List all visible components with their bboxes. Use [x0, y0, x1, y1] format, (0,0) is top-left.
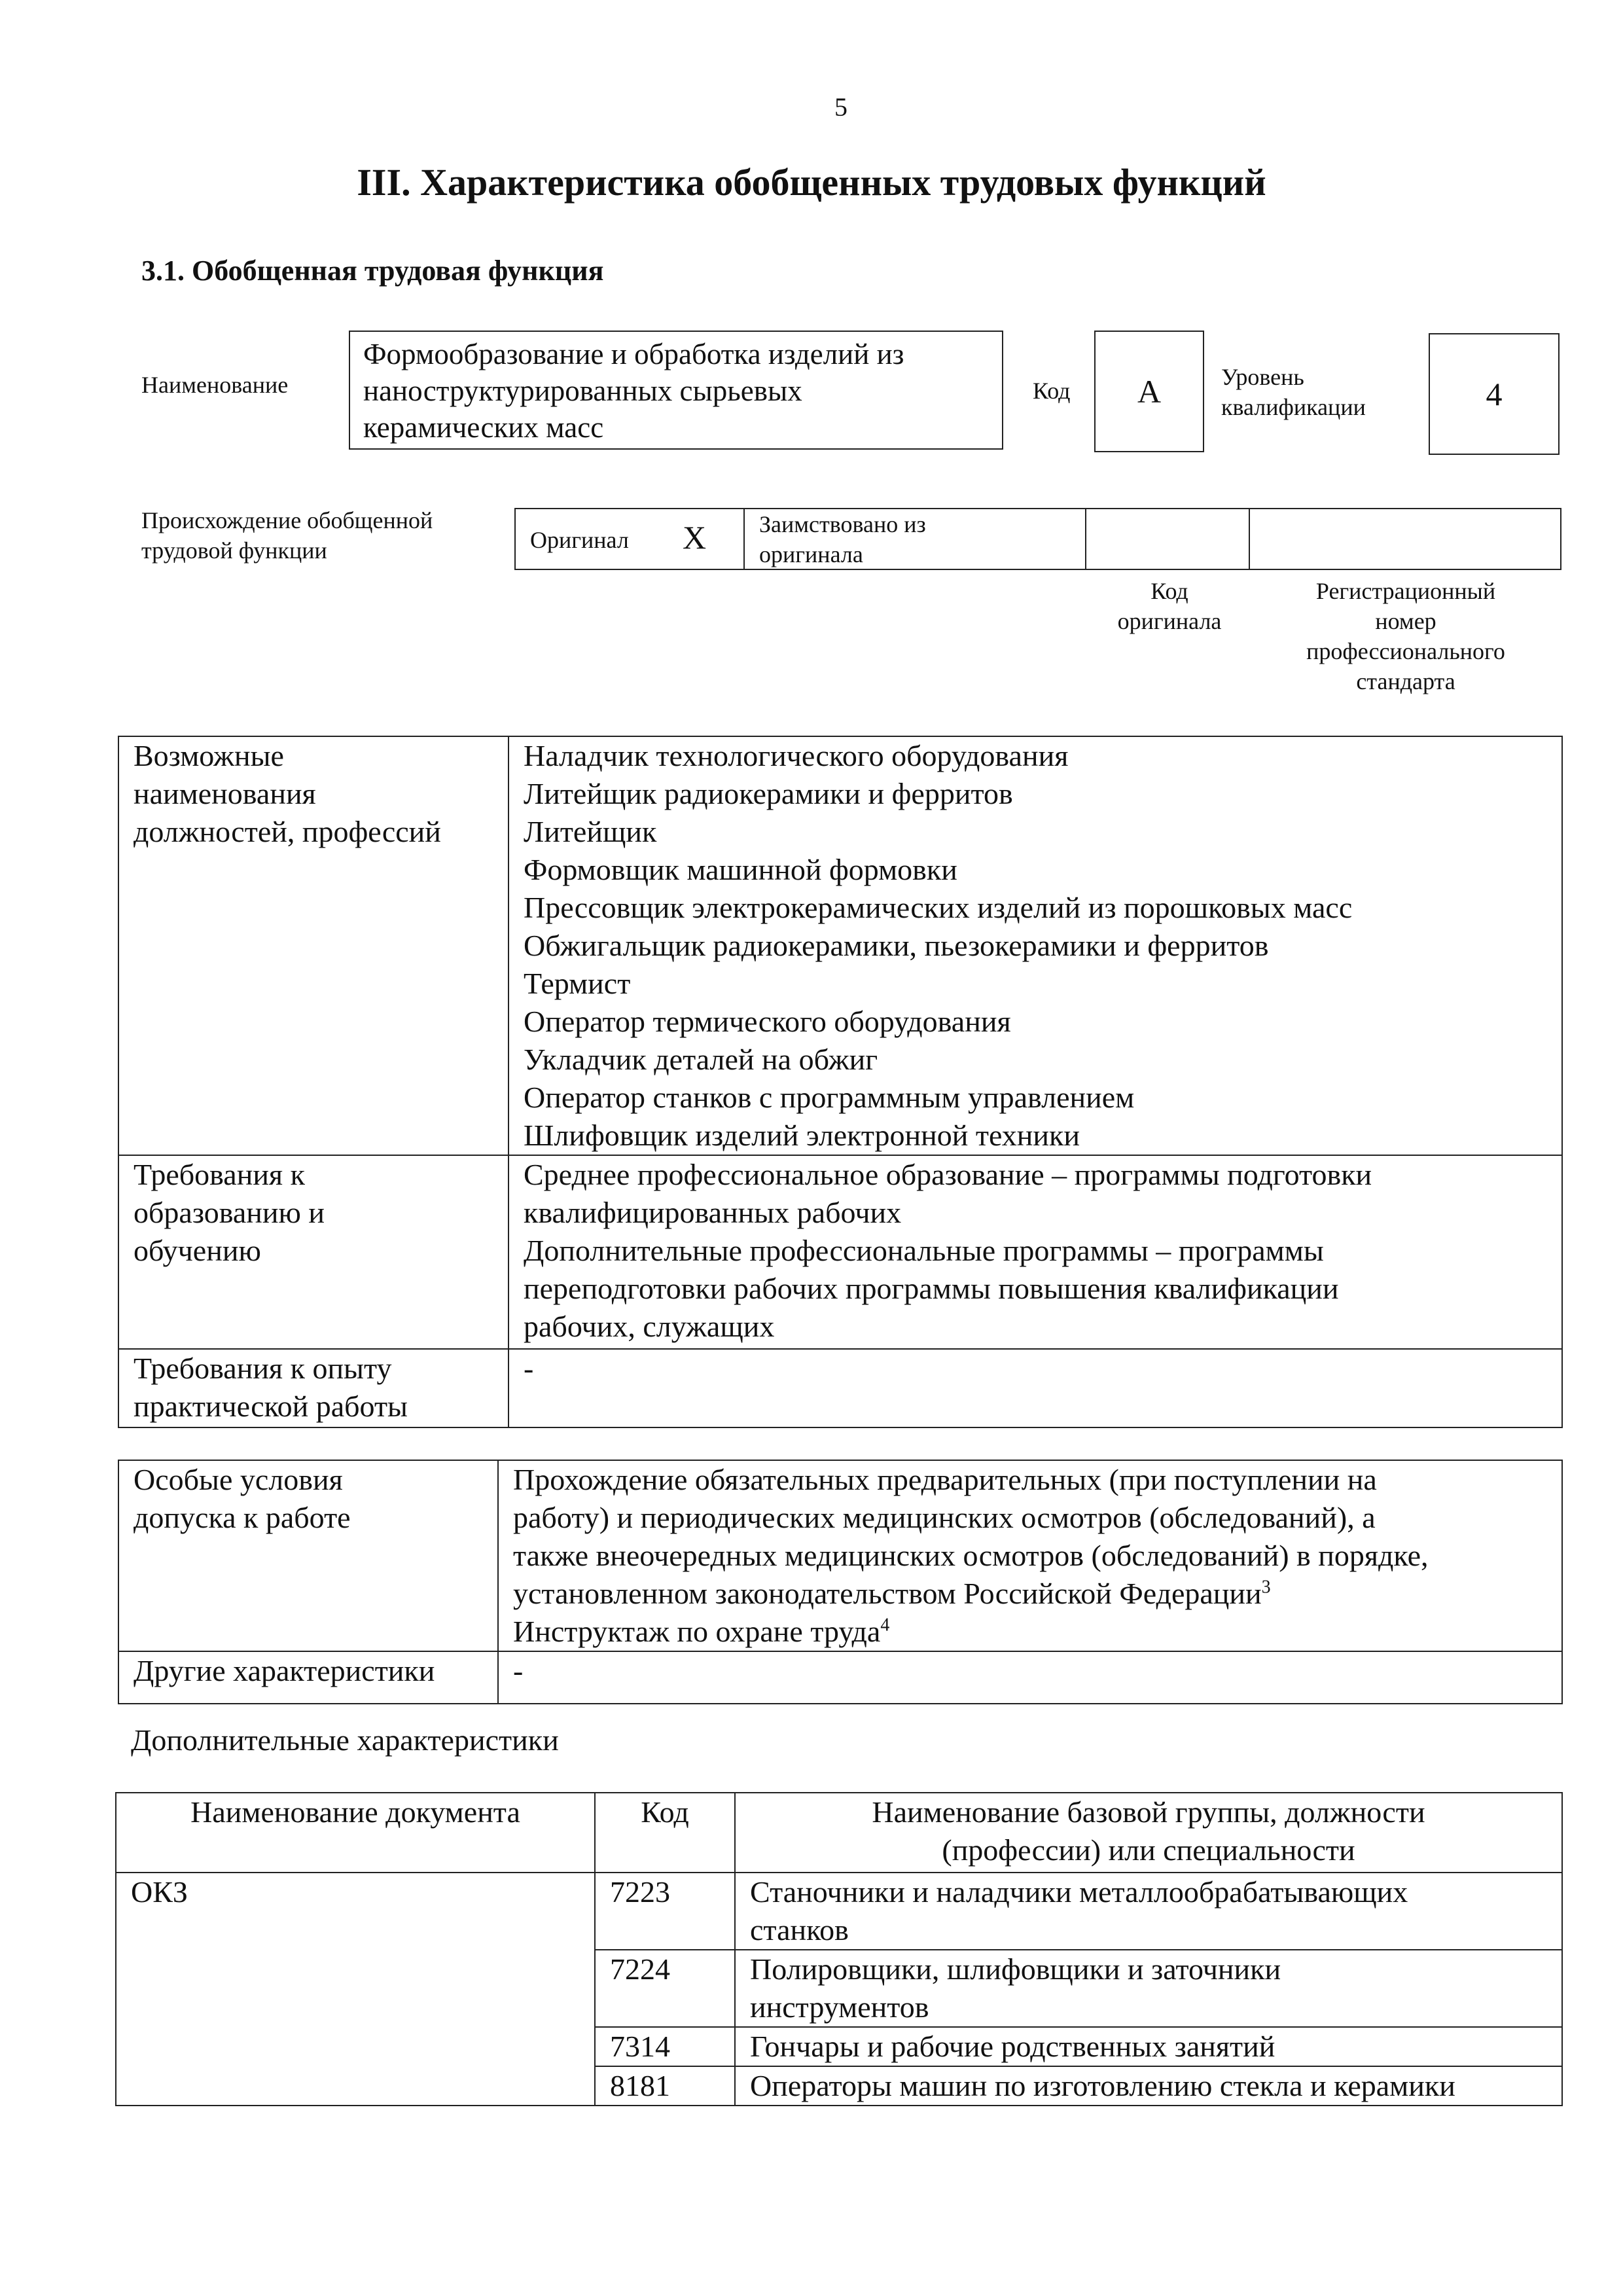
- origin-table: [514, 508, 1561, 570]
- position-item: Обжигальщик радиокерамики, пьезокерамики и ферритов: [524, 929, 1269, 962]
- condition-line: также внеочередных медицинских осмотров (обследований) в порядке,: [513, 1539, 1429, 1572]
- header-line: Наименование базовой группы, должности: [872, 1795, 1425, 1829]
- education-line: Среднее профессиональное образование – программы подготовки: [524, 1158, 1372, 1191]
- label-line: Особые условия: [134, 1463, 343, 1496]
- level-label-line: Уровень: [1221, 364, 1304, 390]
- label-line: образованию и: [134, 1196, 325, 1229]
- condition-line: [513, 1575, 1547, 1613]
- special-conditions-label-cell: [118, 1460, 498, 1651]
- experience-label-cell: [118, 1349, 508, 1427]
- group-line: станков: [750, 1913, 849, 1946]
- group-line: Станочники и наладчики металлообрабатывающих: [750, 1875, 1408, 1909]
- condition-line: [513, 1613, 1547, 1651]
- condition-text: установленном законодательством Российской Федерации: [513, 1577, 1262, 1610]
- group-cell: Операторы машин по изготовлению стекла и керамики: [735, 2066, 1562, 2106]
- label-line: практической работы: [134, 1390, 408, 1423]
- function-name-line: наноструктурированных сырьевых: [363, 374, 802, 407]
- origin-label: [141, 505, 433, 565]
- position-item: Литейщик радиокерамики и ферритов: [524, 777, 1013, 810]
- position-item: Шлифовщик изделий электронной техники: [524, 1119, 1080, 1152]
- other-value-cell: -: [498, 1651, 1562, 1704]
- group-cell: [735, 1950, 1562, 2027]
- positions-label-cell: [118, 736, 508, 1155]
- section-title: III. Характеристика обобщенных трудовых функций: [357, 161, 1266, 204]
- caption-line: Код: [1150, 578, 1188, 604]
- condition-text: Инструктаж по охране труда: [513, 1615, 881, 1648]
- education-label-cell: [118, 1155, 508, 1349]
- table-row: [118, 1651, 1562, 1704]
- group-cell: Гончары и рабочие родственных занятий: [735, 2027, 1562, 2066]
- label-line: Требования к: [134, 1158, 305, 1191]
- education-line: квалифицированных рабочих: [524, 1196, 902, 1229]
- education-line: Дополнительные профессиональные программы – программы: [524, 1234, 1324, 1267]
- label-line: обучению: [134, 1234, 261, 1267]
- position-item: Наладчик технологического оборудования: [524, 739, 1069, 772]
- origin-reg-caption: [1249, 576, 1563, 696]
- education-line: переподготовки рабочих программы повышения квалификации: [524, 1272, 1339, 1305]
- code-label: Код: [1033, 378, 1071, 404]
- condition-line: работу) и периодических медицинских осмотров (обследований), а: [513, 1501, 1376, 1534]
- table-header-row: [116, 1793, 1562, 1873]
- education-value-cell: [508, 1155, 1562, 1349]
- position-item: Литейщик: [524, 815, 657, 848]
- subsection-title: 3.1. Обобщенная трудовая функция: [141, 255, 604, 287]
- borrowed-label-line: оригинала: [759, 541, 863, 567]
- caption-line: профессионального: [1306, 638, 1505, 664]
- page-number: 5: [834, 92, 847, 122]
- caption-line: стандарта: [1356, 668, 1455, 694]
- header-code: Код: [595, 1793, 735, 1873]
- origin-code-cell: [1086, 509, 1250, 569]
- code-cell: 7224: [595, 1950, 735, 2027]
- level-label-line: квалификации: [1221, 394, 1366, 420]
- original-mark: X: [683, 519, 707, 556]
- origin-label-line: трудовой функции: [141, 537, 327, 564]
- label-line: допуска к работе: [134, 1501, 351, 1534]
- header-doc-name: Наименование документа: [116, 1793, 595, 1873]
- footnote-ref: 3: [1261, 1577, 1271, 1598]
- code-cell: 7223: [595, 1873, 735, 1950]
- label-line: должностей, профессий: [134, 815, 441, 848]
- special-conditions-value-cell: [498, 1460, 1562, 1651]
- position-item: Термист: [524, 967, 631, 1000]
- label-line: наименования: [134, 777, 316, 810]
- education-line: рабочих, служащих: [524, 1310, 775, 1343]
- table-row: [118, 1460, 1562, 1651]
- origin-code-caption: [1088, 576, 1251, 636]
- code-cell: 7314: [595, 2027, 735, 2066]
- origin-borrowed-cell: [745, 509, 1086, 569]
- table-row: [118, 1349, 1562, 1427]
- origin-label-line: Происхождение обобщенной: [141, 507, 433, 533]
- other-label-cell: Другие характеристики: [118, 1651, 498, 1704]
- level-value-box: 4: [1429, 333, 1560, 455]
- position-item: Прессовщик электрокерамических изделий из порошковых масс: [524, 891, 1353, 924]
- experience-value-cell: -: [508, 1349, 1562, 1427]
- table-row: [118, 736, 1562, 1155]
- position-item: Укладчик деталей на обжиг: [524, 1043, 878, 1076]
- function-name-box: [349, 331, 1003, 450]
- position-item: Оператор термического оборудования: [524, 1005, 1011, 1038]
- label-line: Возможные: [134, 739, 284, 772]
- position-item: Формовщик машинной формовки: [524, 853, 957, 886]
- qualifications-table: [118, 736, 1563, 1428]
- okz-table: [115, 1792, 1563, 2106]
- condition-line: Прохождение обязательных предварительных (при поступлении на: [513, 1463, 1377, 1496]
- group-line: инструментов: [750, 1990, 929, 2024]
- label-line: Требования к опыту: [134, 1352, 392, 1385]
- additional-title: Дополнительные характеристики: [131, 1723, 559, 1757]
- caption-line: Регистрационный: [1315, 578, 1496, 604]
- original-label: Оригинал: [530, 527, 629, 553]
- conditions-table: [118, 1460, 1563, 1704]
- origin-reg-number-cell: [1250, 509, 1560, 569]
- group-cell: [735, 1873, 1562, 1950]
- group-line: Полировщики, шлифовщики и заточники: [750, 1952, 1281, 1986]
- header-group: [735, 1793, 1562, 1873]
- code-value-box: A: [1094, 331, 1204, 452]
- name-label: Наименование: [141, 372, 289, 398]
- origin-original-cell: [516, 509, 745, 569]
- code-cell: 8181: [595, 2066, 735, 2106]
- footnote-ref: 4: [880, 1615, 890, 1636]
- caption-line: оригинала: [1117, 608, 1222, 634]
- table-row: [118, 1155, 1562, 1349]
- position-item: Оператор станков с программным управлением: [524, 1081, 1135, 1114]
- positions-value-cell: [508, 736, 1562, 1155]
- function-name-line: Формообразование и обработка изделий из: [363, 338, 904, 370]
- borrowed-label-line: Заимствовано из: [759, 511, 926, 537]
- doc-name-cell: ОКЗ: [116, 1873, 595, 2106]
- caption-line: номер: [1375, 608, 1436, 634]
- table-row: [116, 1873, 1562, 1950]
- header-line: (профессии) или специальности: [942, 1833, 1355, 1867]
- function-name-line: керамических масс: [363, 411, 604, 444]
- level-label: [1221, 362, 1366, 422]
